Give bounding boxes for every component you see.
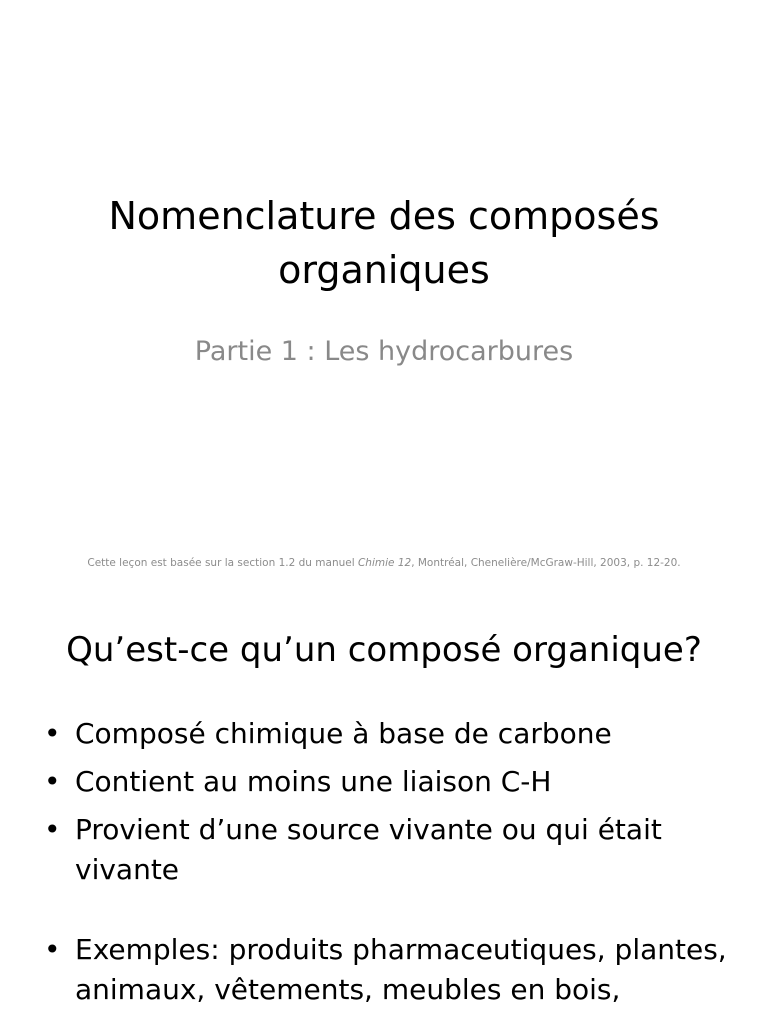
- bullet-item-living-source: [0, 810, 768, 890]
- source-note: [40, 556, 728, 570]
- bullet-icon: •: [44, 717, 61, 750]
- bullet-text: Provient d’une source vivante ou qui était vivante: [75, 813, 662, 886]
- bullet-text: Composé chimique à base de carbone: [75, 717, 612, 750]
- slide-1-subtitle: Partie 1 : Les hydrocarbures: [194, 336, 574, 367]
- bullet-icon: •: [44, 765, 61, 798]
- bullet-item-examples: [0, 930, 768, 1010]
- bullet-icon: •: [44, 813, 61, 846]
- bullet-text: Contient au moins une liaison C-H: [75, 765, 552, 798]
- slide-2: [0, 590, 768, 1024]
- bullet-icon: •: [44, 933, 61, 966]
- source-book-title: Chimie 12: [357, 557, 412, 569]
- slide-2-title: Qu’est-ce qu’un composé organique?: [66, 630, 702, 670]
- source-note-details: , Montréal, Chenelière/McGraw-Hill, 2003, p. 12-20.: [411, 557, 681, 569]
- bullet-list: [0, 714, 768, 1018]
- bullet-item-ch-bond: [0, 762, 768, 802]
- bullet-item-carbon: [0, 714, 768, 754]
- bullet-text: Exemples: produits pharmaceutiques, plantes, animaux, vêtements, meubles en bois,: [75, 933, 727, 1006]
- source-note-text: Cette leçon est basée sur la section 1.2 du manuel: [87, 557, 358, 569]
- slide-1-title: Nomenclature des composés organiques: [108, 194, 660, 292]
